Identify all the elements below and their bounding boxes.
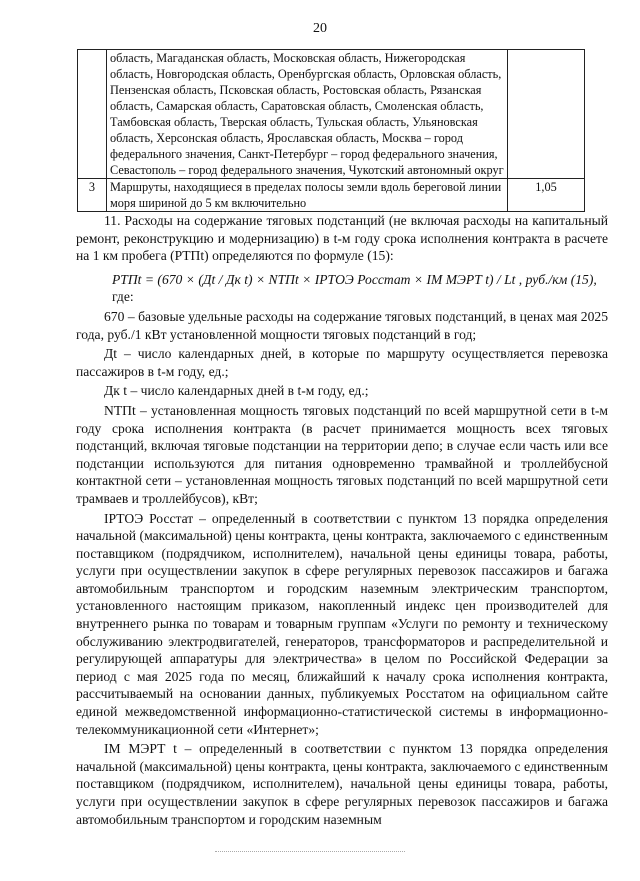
- table-cell-num: [78, 50, 107, 179]
- definition-ntp: NТПt – установленная мощность тяговых подстанций по всей маршрутной сети в t-м году срока исполнения контракта (в расчет принимается мощность всех тяговых подстанций, включая тяговые подстанции на территории депо; в случае если часть или все подстанции используются для питания одновременно трамвайной и троллейбусной контактной сети – установленная мощность тяговых подстанций по всей маршрутной сети трамваев и троллейбусов), кВт;: [76, 402, 608, 506]
- coefficient-table: [77, 49, 585, 212]
- definition-dt: Дt – число календарных дней, в которые по маршруту осуществляется перевозка пассажиров в t-м году, ед.;: [76, 346, 608, 379]
- definition-i-mert: IМ МЭРТ t – определенный в соответствии с пунктом 13 порядка определения начальной (максимальной) цены контракта, цены контракта, заключаемого с единственным поставщиком (подрядчиком, исполнителем), начальной цены единицы товара, работы, услуги при осуществлении закупок в сфере регулярных перевозок пассажиров и багажа автомобильным транспортом и городским наземным: [76, 741, 608, 827]
- paragraph-11: 11. Расходы на содержание тяговых подстанций (не включая расходы на капитальный ремонт, реконструкцию и модернизацию) в t-м году срока исполнения контракта в расчете на 1 км пробега (PТПt) определяются по формуле (15):: [76, 213, 608, 264]
- page-number: 20: [313, 21, 327, 36]
- table-row: [78, 179, 585, 212]
- where-label: где:: [112, 289, 134, 305]
- document-body: [76, 212, 608, 828]
- definition-i-rtoe: IРТОЭ Росстат – определенный в соответствии с пунктом 13 порядка определения начальной (максимальной) цены контракта, цены контракта, заключаемого с единственным поставщиком (подрядчиком, исполнителем), начальной цены единицы товара, работы, услуги при осуществлении закупок в сфере регулярных перевозок пассажиров и багажа автомобильным транспортом и городским наземным электрическим транспортом, установленного настоящим приказом, накопленный индекс цен производителей для внутреннего рынка по товарам и товарным группам «Услуги по ремонту и техническому обслуживанию электродвигателей, генераторов, трансформаторов и распределительной и регулирующей аппаратуры для электричества» в целом по Российской Федерации за период с мая 2025 года по месяц, ближайший к началу срока исполнения контракта, рассчитываемый на основании данных, публикуемых Росстатом на официальном сайте единой межведомственной информационно-статистической системы в информационно-телекоммуникационной сети «Интернет»;: [76, 510, 608, 737]
- definition-670: 670 – базовые удельные расходы на содержание тяговых подстанций, в ценах мая 2025 года, руб./1 кВт установленной мощности тяговых подстанций в год;: [76, 308, 608, 342]
- table-cell-regions: область, Магаданская область, Московская область, Нижегородская область, Новгородская область, Оренбургская область, Орловская область, Пензенская область, Псковская область, Ростовская область, Рязанская область, Самарская область, Саратовская область, Смоленская область, Тамбовская область, Тверская область, Тульская область, Ульяновская область, Херсонская область, Ярославская область, Москва – город федерального значения, Санкт-Петербург – город федерального значения, Севастополь – город федерального значения, Чукотский автономный округ: [107, 50, 508, 179]
- table-cell-value: 1,05: [508, 179, 585, 212]
- table-row-continued: [78, 50, 585, 179]
- table-cell-value: [508, 50, 585, 179]
- definition-dkt: Дк t – число календарных дней в t-м году, ед.;: [104, 383, 369, 399]
- table-cell-desc: Маршруты, находящиеся в пределах полосы земли вдоль береговой линии моря шириной до 5 км включительно: [107, 179, 508, 212]
- formula-15: PТПt = (670 × (Дt / Дк t) × NТПt × IРТОЭ Росстат × IМ МЭРТ t) / Lt , руб./км (15),: [112, 271, 597, 287]
- table-cell-num: 3: [78, 179, 107, 212]
- bottom-divider: [215, 851, 405, 852]
